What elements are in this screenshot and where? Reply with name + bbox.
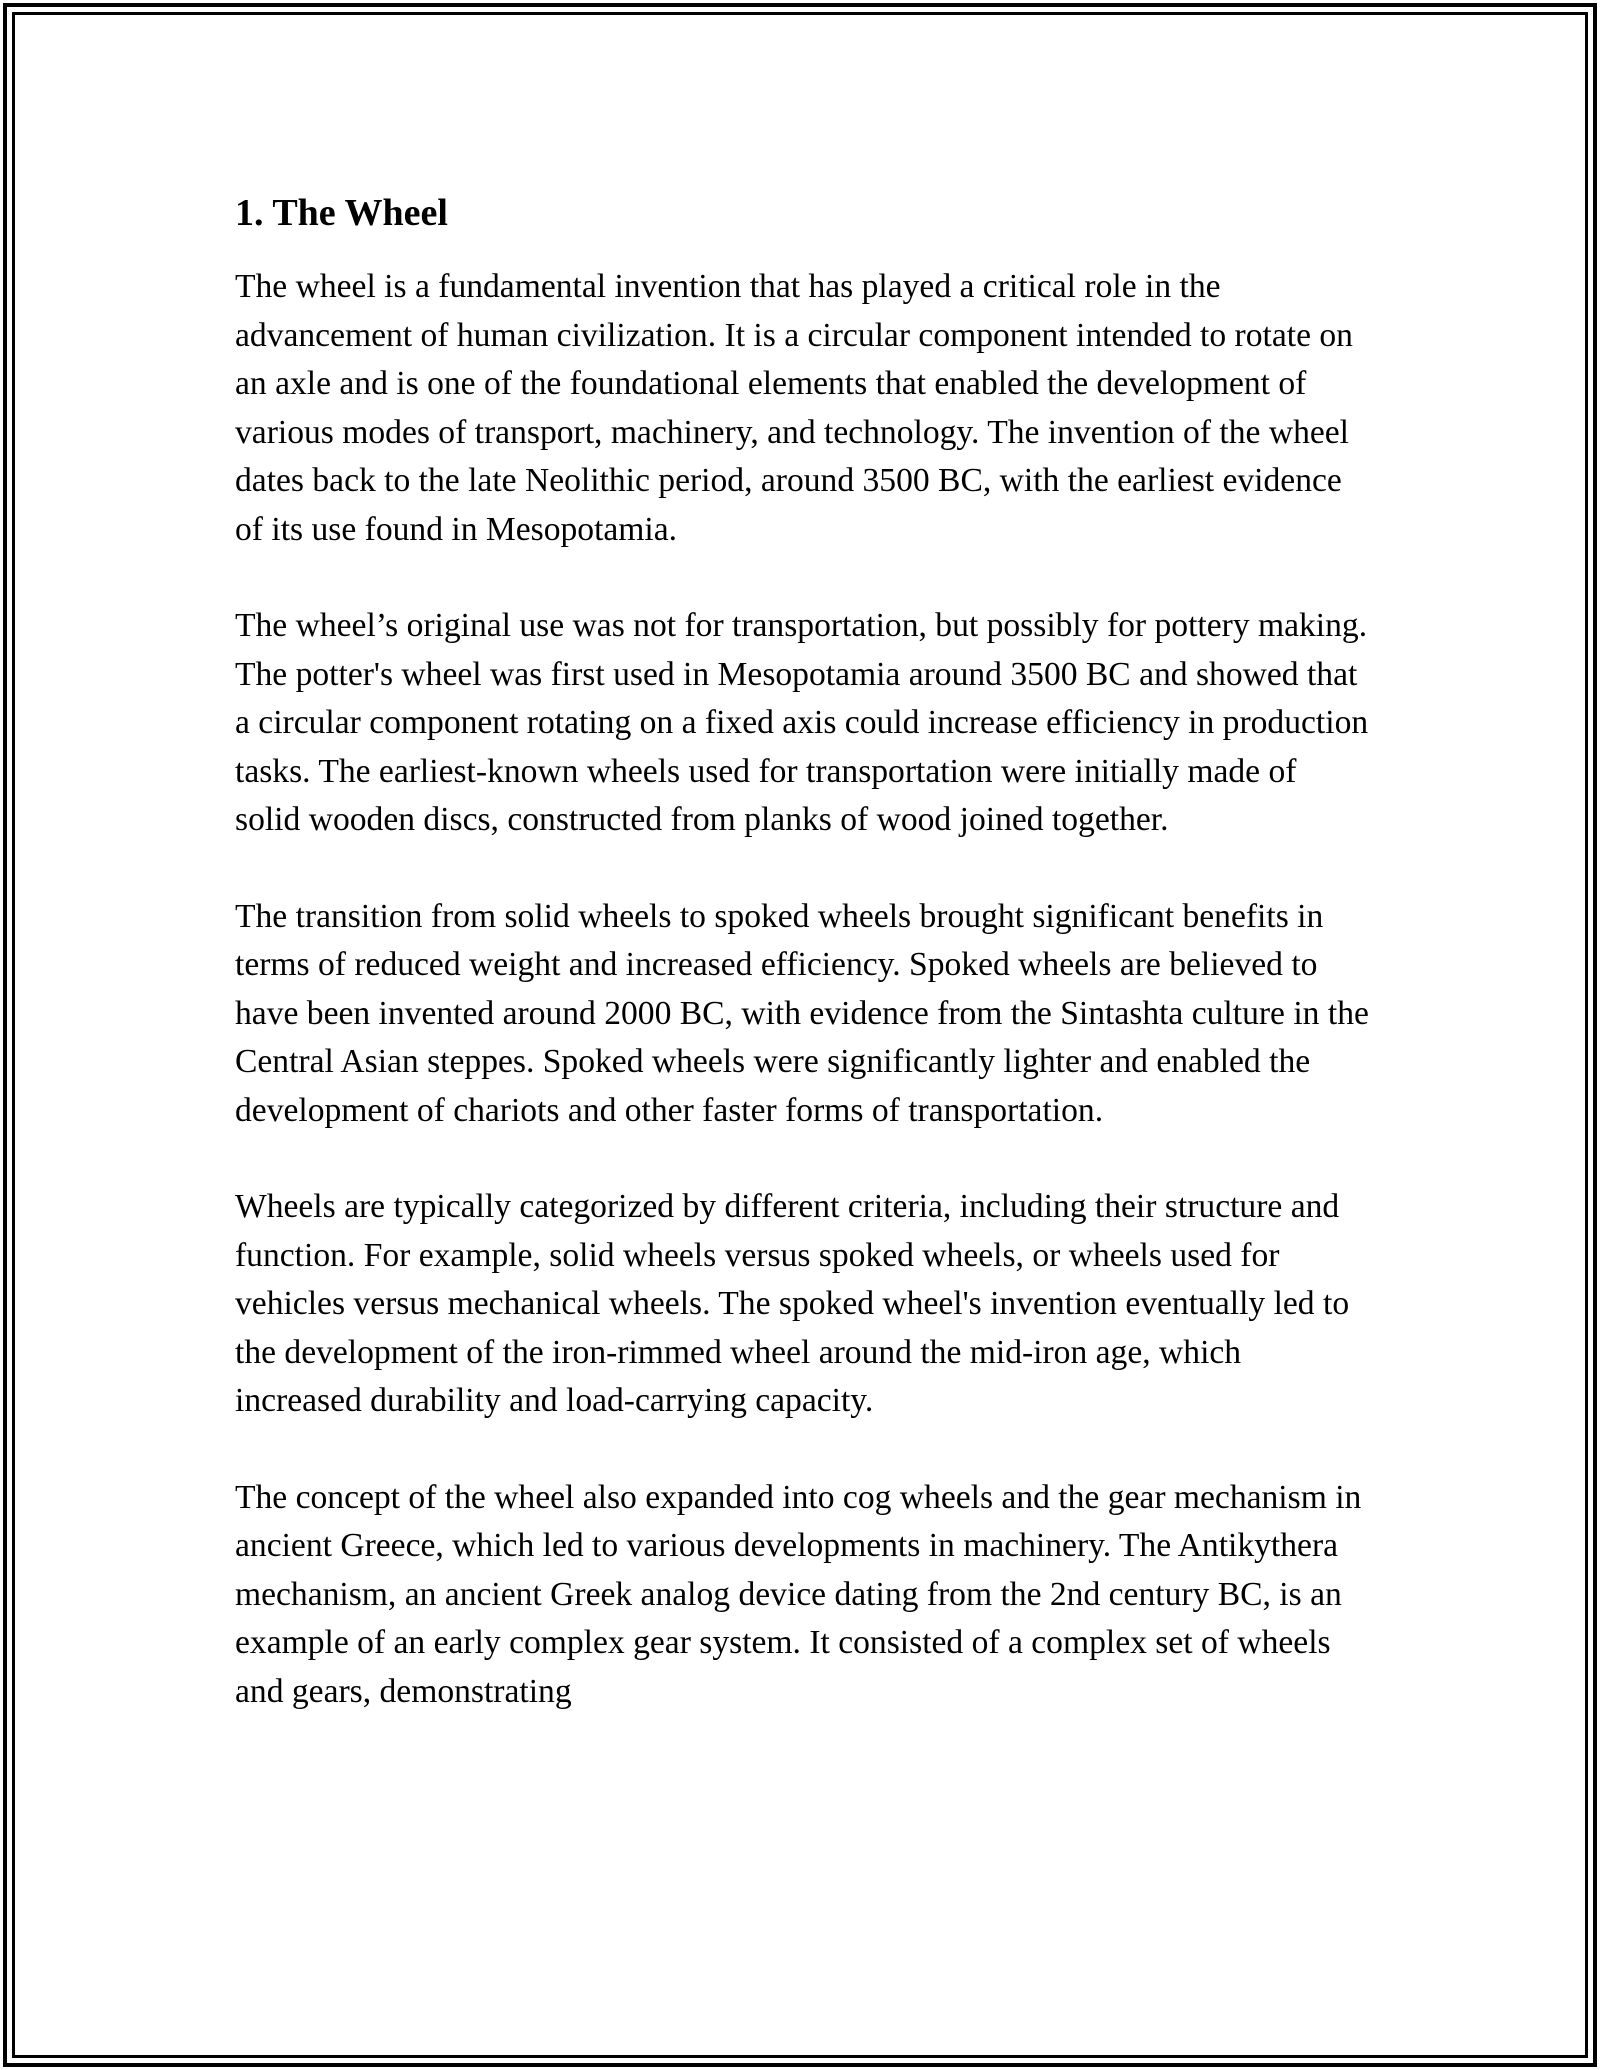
paragraph-1: The wheel is a fundamental invention that has played a critical role in the advancement of human civilization. It is a circular component intended to rotate on an axle and is one of the foundational elements that enabled the development of various modes of transport, machinery, and technology. The invention of the wheel dates back to the late Neolithic period, around 3500 BC, with the earliest evidence of its use found in Mesopotamia. bbox=[235, 268, 1353, 548]
paragraph-5: The concept of the wheel also expanded into cog wheels and the gear mechanism in ancient Greece, which led to various developments in machinery. The Antikythera mechanism, an ancient Greek analog device dating from the 2nd century BC, is an example of an early complex gear system. It consisted of a complex set of wheels and gears, demonstrating bbox=[235, 1478, 1362, 1710]
paragraph-3: The transition from solid wheels to spoked wheels brought significant benefits in terms of reduced weight and increased efficiency. Spoked wheels are believed to have been invented around 2000 BC, with evidence from the Sintashta culture in the Central Asian steppes. Spoked wheels were significantly lighter and enabled the development of chariots and other faster forms of transportation. bbox=[235, 897, 1369, 1129]
document-body bbox=[235, 185, 1370, 1764]
section-heading: 1. The Wheel bbox=[235, 192, 448, 234]
paragraph-4: Wheels are typically categorized by different criteria, including their structure and function. For example, solid wheels versus spoked wheels, or wheels used for vehicles versus mechanical wheels. The spoked wheel's invention eventually led to the development of the iron-rimmed wheel around the mid-iron age, which increased durability and load-carrying capacity. bbox=[235, 1188, 1350, 1419]
paragraph-2: The wheel’s original use was not for transportation, but possibly for pottery making. The potter's wheel was first used in Mesopotamia around 3500 BC and showed that a circular component rotating on a fixed axis could increase efficiency in production tasks. The earliest-known wheels used for transportation were initially made of solid wooden discs, constructed from planks of wood joined together. bbox=[235, 607, 1369, 838]
